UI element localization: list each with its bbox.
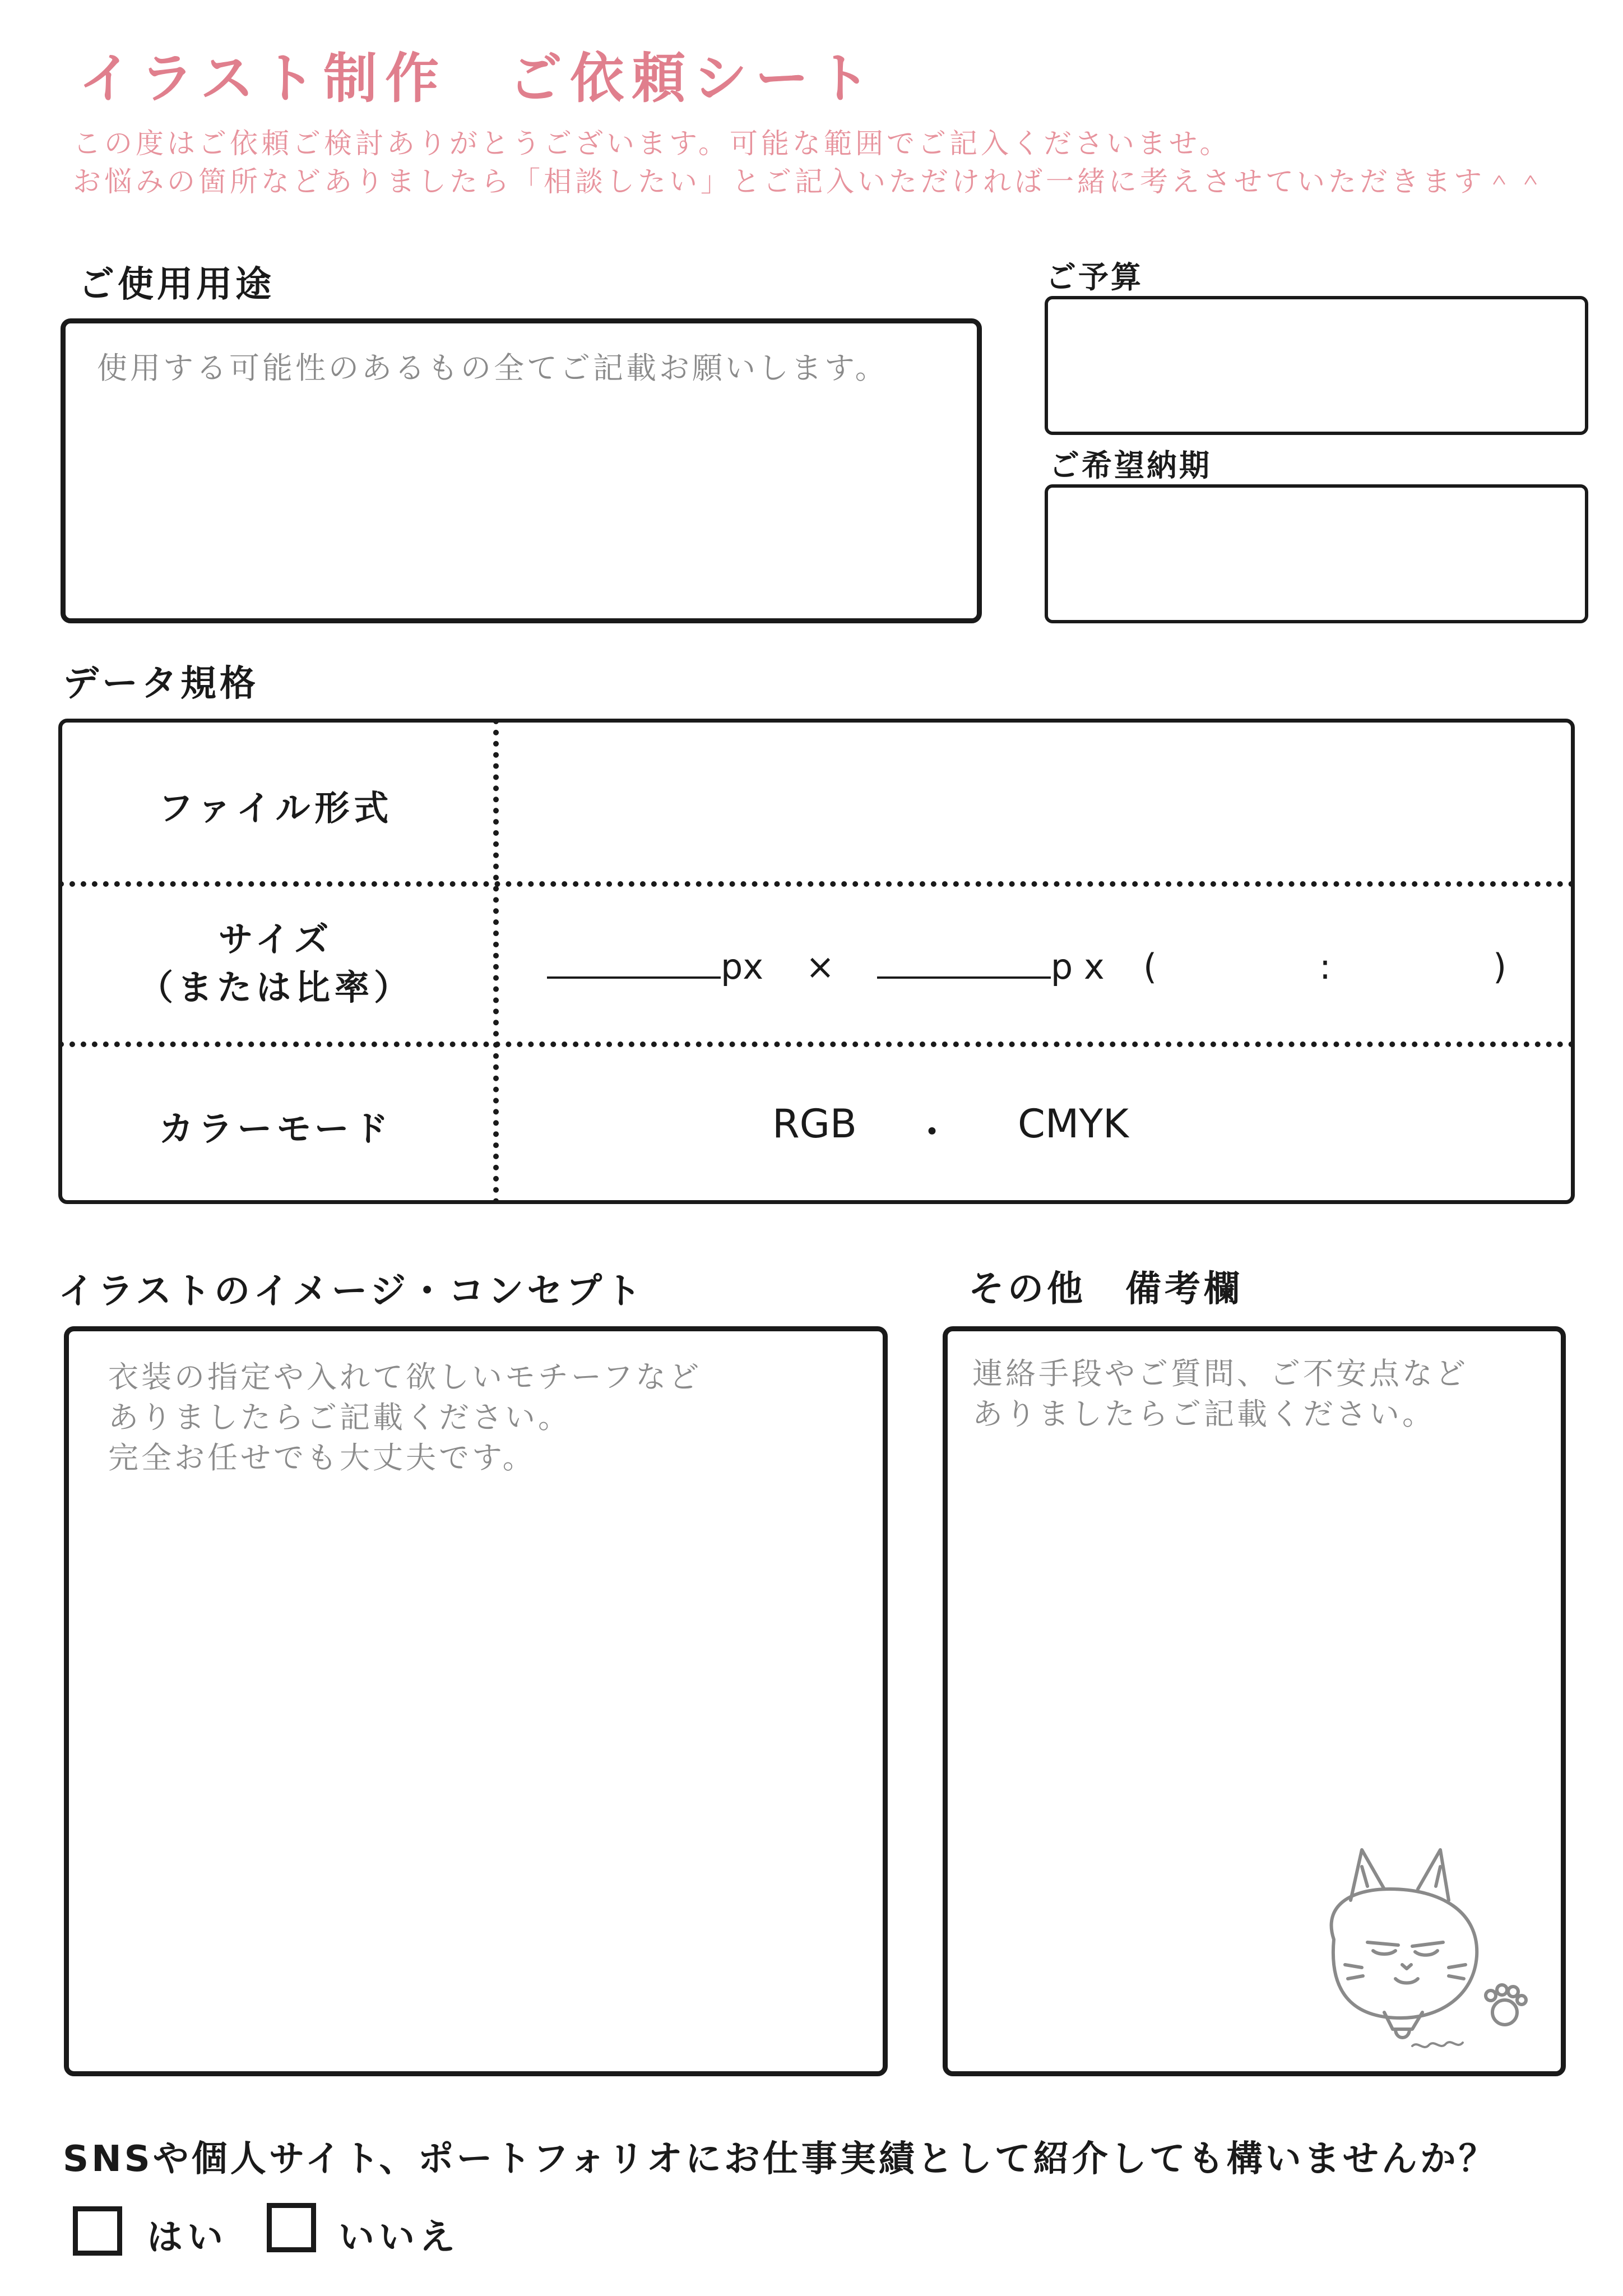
no-label: いいえ [338, 2217, 460, 2258]
cmyk-option[interactable]: CMYK [1018, 1101, 1129, 1147]
color-mode-label: カラーモード [159, 1108, 393, 1149]
deadline-label: ご希望納期 [1049, 448, 1212, 483]
concept-label: イラストのイメージ・コンセプト [58, 1271, 645, 1312]
spec-column-divider [493, 719, 499, 1204]
yes-checkbox[interactable] [73, 2206, 122, 2256]
page-title: イラスト制作 ご依頼シート [78, 47, 879, 110]
concept-hint-line3: 完全お任せでも大丈夫です。 [108, 1440, 536, 1475]
ratio-open-paren: ( [1143, 946, 1157, 987]
notes-label: その他 備考欄 [968, 1269, 1243, 1310]
notes-hint-line1: 連絡手段やご質問、ご不安点など [972, 1356, 1468, 1391]
intro-text-line1: この度はご依頼ご検討ありがとうございます。可能な範囲でご記入くださいませ。 [73, 127, 1231, 160]
height-input[interactable] [877, 946, 1051, 979]
color-separator: ・ [912, 1109, 952, 1155]
yes-label: はい [147, 2217, 228, 2258]
concept-hint-line1: 衣装の指定や入れて欲しいモチーフなど [108, 1359, 702, 1395]
file-format-field[interactable] [502, 724, 1569, 880]
size-width-row [547, 946, 1105, 987]
ratio-close-paren: ) [1493, 946, 1507, 987]
concept-hint-line2: ありましたらご記載ください。 [108, 1400, 571, 1435]
usage-field[interactable] [61, 318, 982, 623]
width-input[interactable] [547, 946, 721, 979]
notes-hint-line2: ありましたらご記載ください。 [972, 1396, 1435, 1432]
ratio-input-a[interactable] [1171, 942, 1311, 989]
usage-hint: 使用する可能性のあるもの全てご記載お願いします。 [97, 350, 888, 386]
spec-row-divider-2 [58, 1041, 1575, 1047]
concept-field[interactable] [64, 1326, 888, 2076]
spec-row-divider-1 [58, 881, 1575, 887]
px-unit-2: p x [1050, 946, 1105, 987]
cat-illustration-icon [1278, 1827, 1547, 2063]
ratio-colon: : [1319, 946, 1331, 987]
ratio-input-b[interactable] [1345, 942, 1485, 989]
file-format-label: ファイル形式 [158, 788, 393, 828]
portfolio-question: SNSや個人サイト、ポートフォリオにお仕事実績として紹介しても構いませんか？ [63, 2138, 1497, 2180]
budget-field[interactable] [1045, 296, 1588, 435]
no-checkbox[interactable] [267, 2203, 316, 2252]
usage-label: ご使用用途 [78, 264, 275, 305]
intro-text-line2: お悩みの箇所などありましたら「相談したい」とご記入いただければ一緒に考えさせていただきます＾＾ [73, 165, 1548, 198]
deadline-field[interactable] [1045, 484, 1588, 623]
budget-label: ご予算 [1046, 260, 1143, 295]
px-unit-1: px [721, 946, 764, 987]
times-sign: × [805, 946, 835, 987]
rgb-option[interactable]: RGB [772, 1101, 857, 1147]
size-label: サイズ [218, 919, 333, 960]
spec-label: データ規格 [63, 663, 259, 705]
size-label-sub: （または比率） [138, 967, 413, 1008]
